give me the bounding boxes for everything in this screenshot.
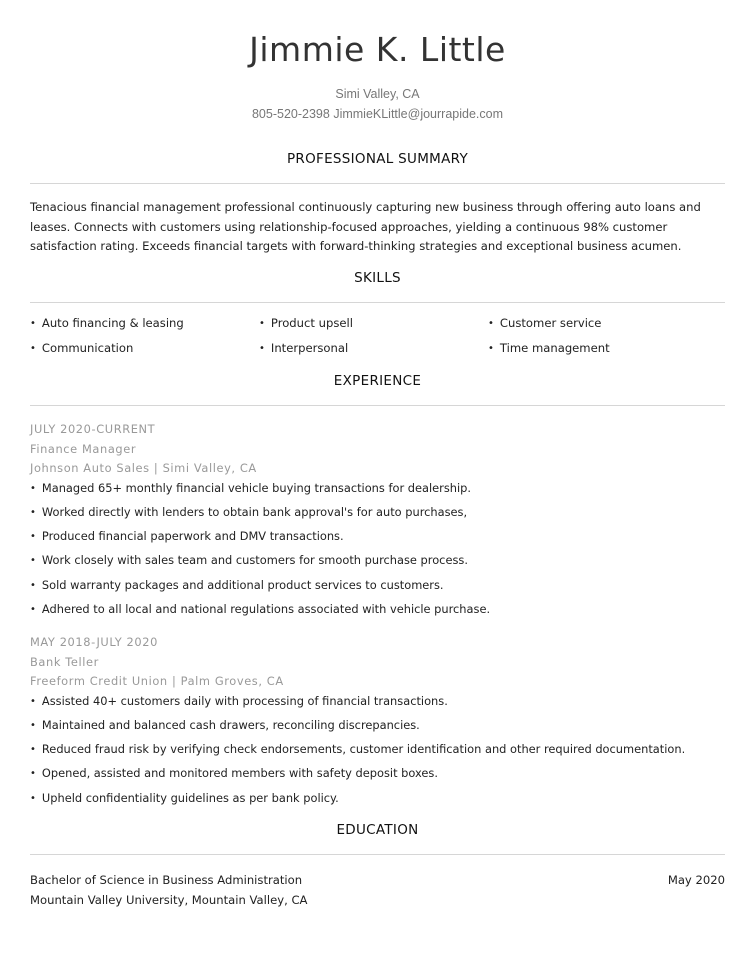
list-item: • Assisted 40+ customers daily with processing of financial transactions. bbox=[30, 692, 730, 716]
skills-heading: SKILLS bbox=[354, 270, 401, 286]
job-company: Johnson Auto Sales | Simi Valley, CA bbox=[30, 461, 257, 475]
job-company: Freeform Credit Union | Palm Groves, CA bbox=[30, 674, 284, 688]
list-item: • Sold warranty packages and additional product services to customers. bbox=[30, 576, 730, 600]
education-entry bbox=[30, 870, 725, 910]
list-item: • Opened, assisted and monitored members with safety deposit boxes. bbox=[30, 764, 730, 788]
divider bbox=[30, 183, 725, 184]
list-item: • Adhered to all local and national regulations associated with vehicle purchase. bbox=[30, 600, 730, 624]
summary-text: Tenacious financial management professional continuously capturing new business through offering auto loans and leases. Connects with customers using relationship-focused approaches, yielding a continuous 98% customer satisfaction rating. Exceeds financial targets with forward-thinking strategies and exceptional business acumen. bbox=[30, 200, 701, 253]
job-bullets bbox=[30, 479, 730, 625]
job-entry bbox=[30, 420, 730, 624]
list-item: • Work closely with sales team and customers for smooth purchase process. bbox=[30, 551, 730, 575]
list-item: • Upheld confidentiality guidelines as per bank policy. bbox=[30, 789, 730, 813]
job-role: Bank Teller bbox=[30, 654, 99, 669]
email: JimmieKLittle@jourrapide.com bbox=[333, 107, 504, 121]
job-entry bbox=[30, 633, 730, 813]
list-item: • Reduced fraud risk by verifying check endorsements, customer identification and other required documentation. bbox=[30, 740, 730, 764]
phone: 805-520-2398 bbox=[251, 107, 330, 121]
summary-heading: PROFESSIONAL SUMMARY bbox=[286, 151, 469, 167]
list-item: • Worked directly with lenders to obtain bank approval's for auto purchases, bbox=[30, 503, 730, 527]
divider bbox=[30, 405, 725, 406]
job-bullets bbox=[30, 692, 730, 813]
skill-item: • Time management bbox=[488, 341, 610, 355]
job-dates: JULY 2020-CURRENT bbox=[30, 422, 156, 436]
skill-item: • Interpersonal bbox=[259, 341, 348, 355]
divider bbox=[30, 302, 725, 303]
education-heading: EDUCATION bbox=[336, 822, 419, 838]
job-role: Finance Manager bbox=[30, 441, 137, 456]
candidate-name: Jimmie K. Little bbox=[249, 30, 506, 69]
school: Mountain Valley University, Mountain Valley, CA bbox=[30, 893, 308, 907]
graduation-date: May 2020 bbox=[667, 873, 725, 887]
divider bbox=[30, 854, 725, 855]
job-dates: MAY 2018-JULY 2020 bbox=[30, 635, 158, 649]
degree: Bachelor of Science in Business Administration bbox=[30, 873, 303, 887]
contact-line bbox=[0, 107, 755, 121]
list-item: • Produced financial paperwork and DMV transactions. bbox=[30, 527, 730, 551]
location: Simi Valley, CA bbox=[335, 87, 420, 101]
list-item: • Managed 65+ monthly financial vehicle buying transactions for dealership. bbox=[30, 479, 730, 503]
skill-item: • Communication bbox=[30, 341, 133, 355]
skill-item: • Auto financing & leasing bbox=[30, 316, 184, 330]
skill-item: • Customer service bbox=[488, 316, 601, 330]
experience-heading: EXPERIENCE bbox=[333, 373, 422, 389]
list-item: • Maintained and balanced cash drawers, reconciling discrepancies. bbox=[30, 716, 730, 740]
skill-item: • Product upsell bbox=[259, 316, 353, 330]
